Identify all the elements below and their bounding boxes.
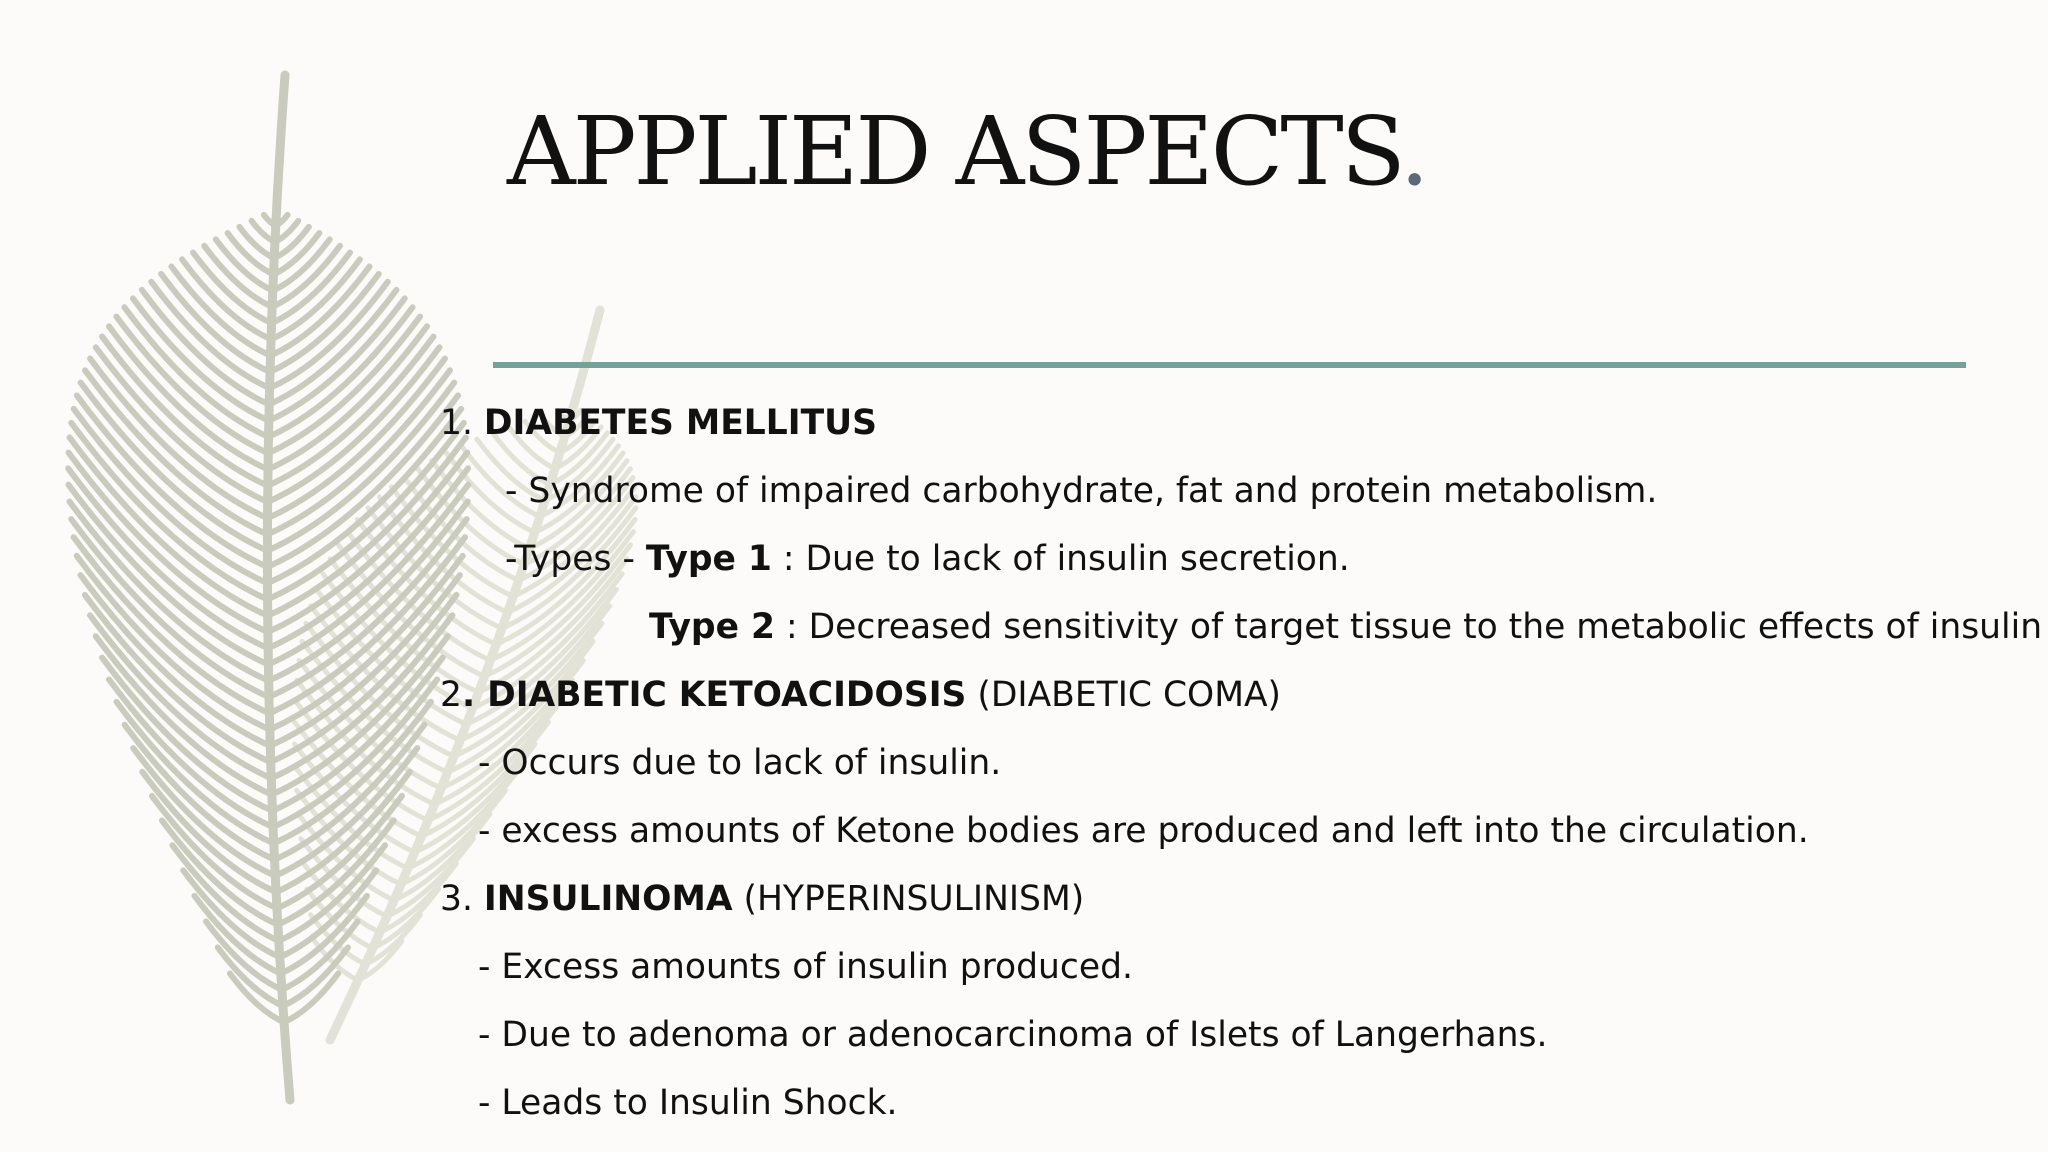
title-dot: . [1399, 97, 1427, 207]
type-1-label: Type 1 [645, 539, 772, 579]
item-1-types-line [505, 539, 1350, 579]
item-1-line-1: - Syndrome of impaired carbohydrate, fat and protein metabolism. [505, 471, 1658, 511]
item-heading-paren: (HYPERINSULINISM) [732, 879, 1085, 919]
item-number: 1. [440, 403, 484, 443]
item-2-line-2: - excess amounts of Ketone bodies are produced and left into the circulation. [478, 811, 1809, 851]
title-text: APPLIED ASPECTS [507, 97, 1400, 207]
item-number: 3. [440, 879, 484, 919]
item-number: 2 [440, 675, 462, 715]
item-heading: DIABETES MELLITUS [483, 403, 877, 443]
item-heading: . DIABETIC KETOACIDOSIS [461, 675, 967, 715]
item-heading: INSULINOMA [483, 879, 733, 919]
item-1-type-2-line [649, 607, 2043, 647]
item-2-heading [440, 675, 1282, 715]
item-1-heading [440, 403, 877, 443]
type-1-text: : Due to lack of insulin secretion. [771, 539, 1350, 579]
item-heading-paren: (DIABETIC COMA) [966, 675, 1282, 715]
item-3-line-3: - Leads to Insulin Shock. [478, 1083, 898, 1123]
types-prefix: -Types - [505, 539, 646, 579]
item-2-line-1: - Occurs due to lack of insulin. [478, 743, 1002, 783]
type-2-text: : Decreased sensitivity of target tissue to the metabolic effects of insulin [775, 607, 2043, 647]
type-2-label: Type 2 [649, 607, 776, 647]
item-3-line-1: - Excess amounts of insulin produced. [478, 947, 1133, 987]
item-3-heading [440, 879, 1085, 919]
item-3-line-2: - Due to adenoma or adenocarcinoma of Islets of Langerhans. [478, 1015, 1548, 1055]
